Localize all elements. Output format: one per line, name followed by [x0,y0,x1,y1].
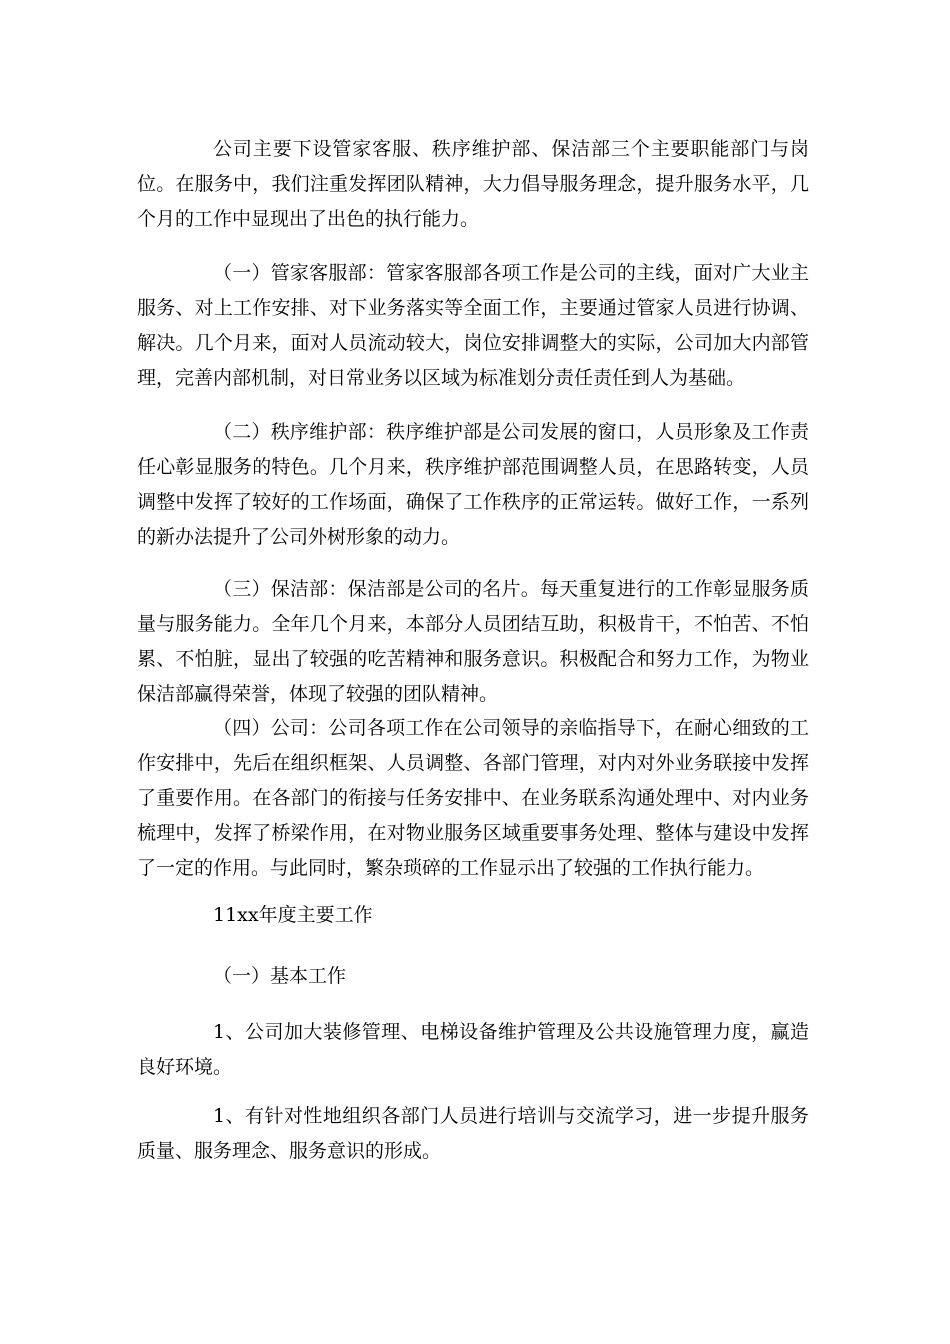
list-item-renovation-management: 1、公司加大装修管理、电梯设备维护管理及公共设施管理力度，赢造良好环境。 [137,1021,809,1078]
paragraph-order-maintenance: （二）秩序维护部：秩序维护部是公司发展的窗口，人员形象及工作责任心彰显服务的特色。几个月来，秩序维护部范围调整人员，在思路转变，人员调整中发挥了较好的工作场面，确保了工作秩序的正常运转。做好工作，一系列的新办法提升了公司外树形象的动力。 [137,421,809,548]
paragraph-cleaning: （三）保洁部：保洁部是公司的名片。每天重复进行的工作彰显服务质量与服务能力。全年几个月来，本部分人员团结互助，积极肯干，不怕苦、不怕累、不怕脏，显出了较强的吃苦精神和服务意识。积极配合和努力工作，为物业保洁部赢得荣誉，体现了较强的团队精神。 [137,578,809,705]
paragraph-butler-service: （一）管家客服部：管家客服部各项工作是公司的主线，面对广大业主服务、对上工作安排、对下业务落实等全面工作，主要通过管家人员进行协调、解决。几个月来，面对人员流动较大，岗位安排调整大的实际，公司加大内部管理，完善内部机制，对日常业务以区域为标准划分责任责任到人为基础。 [137,262,809,389]
subsection-heading-basic-work: （一）基本工作 [213,965,347,987]
paragraph-intro: 公司主要下设管家客服、秩序维护部、保洁部三个主要职能部门与岗位。在服务中，我们注重发挥团队精神，大力倡导服务理念，提升服务水平，几个月的工作中显现出了出色的执行能力。 [137,138,809,230]
list-item-training: 1、有针对性地组织各部门人员进行培训与交流学习，进一步提升服务质量、服务理念、服务意识的形成。 [137,1105,809,1162]
paragraph-company: （四）公司：公司各项工作在公司领导的亲临指导下，在耐心细致的工作安排中，先后在组织框架、人员调整、各部门管理，对内对外业务联接中发挥了重要作用。在各部门的衔接与任务安排中、在业务联系沟通处理中、对内业务梳理中，发挥了桥梁作用，在对物业服务区域重要事务处理、整体与建设中发挥了一定的作用。与此同时，繁杂琐碎的工作显示出了较强的工作执行能力。 [137,717,809,879]
section-heading-annual-work: 11xx年度主要工作 [213,904,373,926]
